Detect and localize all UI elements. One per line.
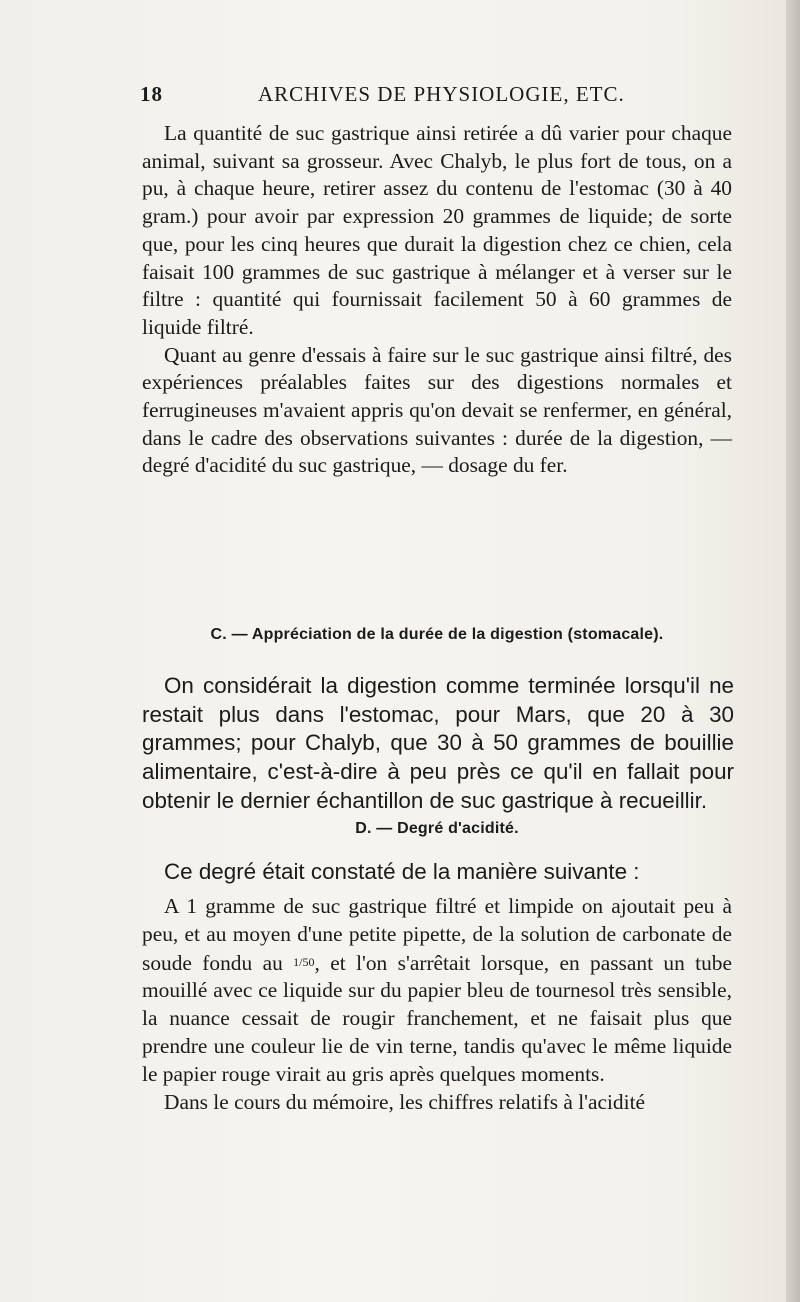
- acidite-text-after: , et l'on s'arrêtait lorsque, en passant un tube mouillé avec ce liquide sur du papier bleu de tournesol très sensible, la nuance cessait de rougir franchement, et ne faisait plus que prendre une couleur lie de vin terne, tandis qu'avec le même liquide le papier rouge virait au gris après quelques moments.: [142, 950, 732, 1086]
- section-d-body: [142, 893, 732, 1116]
- paragraph-duree: On considérait la digestion comme terminée lorsqu'il ne restait plus dans l'estomac, pour Mars, que 20 à 30 grammes; pour Chalyb, que 30 à 50 grammes de bouillie alimentaire, c'est-à-dire à peu près ce qu'il en fallait pour obtenir le dernier échantillon de suc gastrique à recueillir.: [142, 673, 734, 813]
- acidite-text-before: A 1 gramme de suc gastrique filtré et limpide on ajoutait peu à peu, et au moyen d'une petite pipette, de la solution de carbonate de soude fondu au: [142, 894, 732, 975]
- last-line: Dans le cours du mémoire, les chiffres relatifs à l'acidité: [164, 1089, 646, 1114]
- page-number: 18: [140, 82, 163, 106]
- section-d-intro-block: [142, 858, 734, 887]
- page-edge: [786, 0, 800, 1302]
- fraction-value: 1/50: [293, 954, 315, 969]
- running-header: [140, 82, 740, 112]
- section-d-intro: Ce degré était constaté de la manière suivante :: [164, 859, 640, 884]
- section-c-body: [142, 672, 734, 816]
- body-top: [142, 120, 732, 480]
- section-c-heading: C. — Appréciation de la durée de la digestion (stomacale).: [210, 626, 664, 643]
- paragraph-quantity: La quantité de suc gastrique ainsi retirée a dû varier pour chaque animal, suivant sa grosseur. Avec Chalyb, le plus fort de tous, on a pu, à chaque heure, retirer assez du contenu de l'estomac (30 à 40 gram.) pour avoir par expression 20 grammes de liquide; de sorte que, pour les cinq heures que durait la digestion chez ce chien, cela faisait 100 grammes de suc gastrique à mélanger et à verser sur le filtre : quantité qui fournissait facilement 50 à 60 grammes de liquide filtré.: [142, 121, 732, 339]
- paragraph-essais: Quant au genre d'essais à faire sur le suc gastrique ainsi filtré, des expériences préalables faites sur des digestions normales et ferrugineuses m'avaient appris qu'on devait se renfermer, en général, dans le cadre des observations suivantes : durée de la digestion, — degré d'acidité du suc gastrique, — dosage du fer.: [142, 342, 732, 478]
- section-d-heading: D. — Degré d'acidité.: [355, 820, 519, 837]
- running-title: ARCHIVES DE PHYSIOLOGIE, ETC.: [258, 82, 625, 106]
- paragraph-acidite: [142, 893, 732, 1089]
